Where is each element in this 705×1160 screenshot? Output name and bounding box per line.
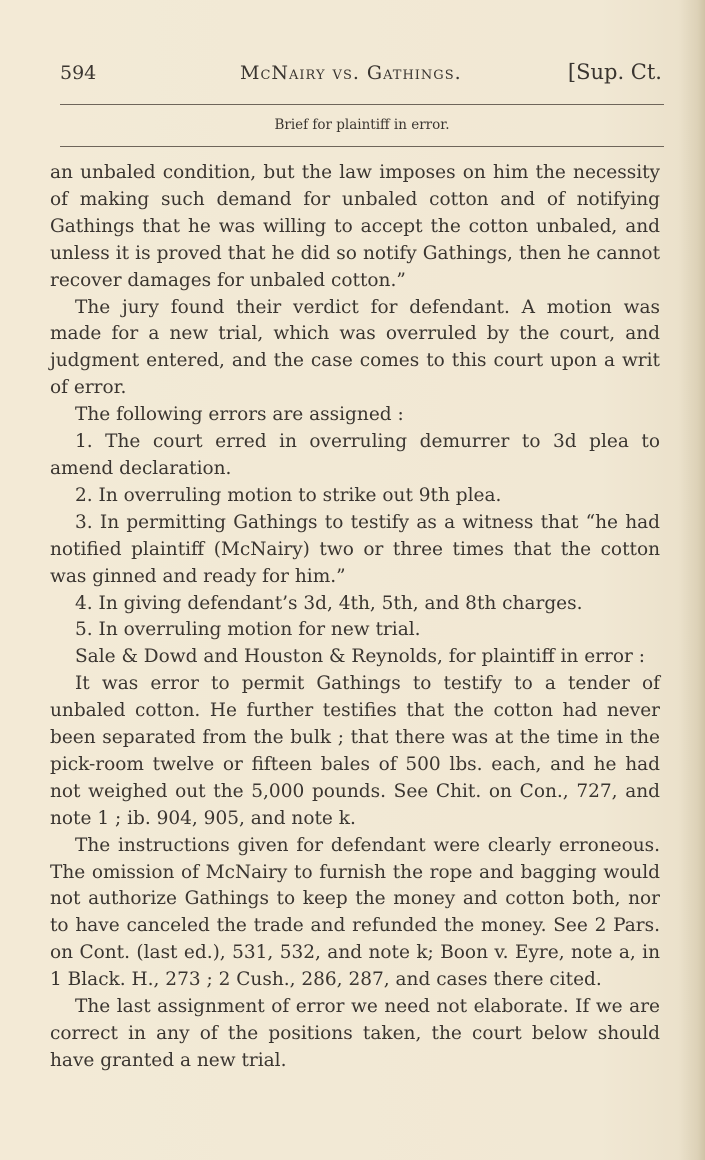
running-header [60, 56, 664, 100]
paragraph-argument-instructions: The instructions given for defendant were clearly erroneous. The omission of McNairy to furnish the rope and bagging would not authorize Gathings to keep the money and cotton both, nor to have canceled the trade and refunded the money. See 2 Pars. on Cont. (last ed.), 531, 532, and note k; Boon v. Eyre, note a, in 1 Black. H., 273 ; 2 Cush., 286, 287, and cases there cited. [50, 834, 660, 991]
running-title: McNairy vs. Gathings. [240, 62, 462, 84]
error-item-4: 4. In giving defendant’s 3d, 4th, 5th, and 8th charges. [75, 592, 583, 614]
body-text [50, 160, 660, 1075]
paragraph-conclusion: The last assignment of error we need not elaborate. If we are correct in any of the positions taken, the court below should have granted a new trial. [50, 996, 660, 1071]
paragraph-continued: an unbaled condition, but the law imposes on him the necessity of making such demand for unbaled cotton and of notifying Gathings that he was willing to accept the cotton unbaled, and unless it is proved that he did so notify Gathings, then he cannot recover damages for unbaled cotton.” [50, 162, 660, 291]
paragraph-verdict: The jury found their verdict for defendant. A motion was made for a new trial, which was overruled by the court, and judgment entered, and the case comes to this court upon a writ of error. [50, 296, 660, 399]
counsel-line: Sale & Dowd and Houston & Reynolds, for plaintiff in error : [75, 646, 645, 668]
brief-label: Brief for plaintiff in error. [274, 117, 450, 133]
error-item-5: 5. In overruling motion for new trial. [75, 619, 421, 641]
error-item-2: 2. In overruling motion to strike out 9th plea. [75, 484, 502, 506]
header-rule-top [60, 104, 664, 105]
court-label: [Sup. Ct. [567, 60, 662, 84]
error-item-3: 3. In permitting Gathings to testify as a witness that “he had notified plaintiff (McNairy) two or three times that the cotton was ginned and ready for him.” [50, 511, 660, 587]
page-edge-shadow [679, 0, 705, 1160]
error-item-1: 1. The court erred in overruling demurrer to 3d plea to amend declaration. [50, 431, 660, 479]
page-number: 594 [60, 62, 97, 84]
paragraph-argument-tender: It was error to permit Gathings to testify to a tender of unbaled cotton. He further testifies that the cotton had never been separated from the bulk ; that there was at the time in the pick-room twelve or fifteen bales of 500 lbs. each, and he had not weighed out the 5,000 pounds. See Chit. on Con., 727, and note 1 ; ib. 904, 905, and note k. [50, 673, 660, 829]
paragraph-errors-intro: The following errors are assigned : [75, 404, 404, 426]
header-rule-bottom [60, 146, 664, 147]
